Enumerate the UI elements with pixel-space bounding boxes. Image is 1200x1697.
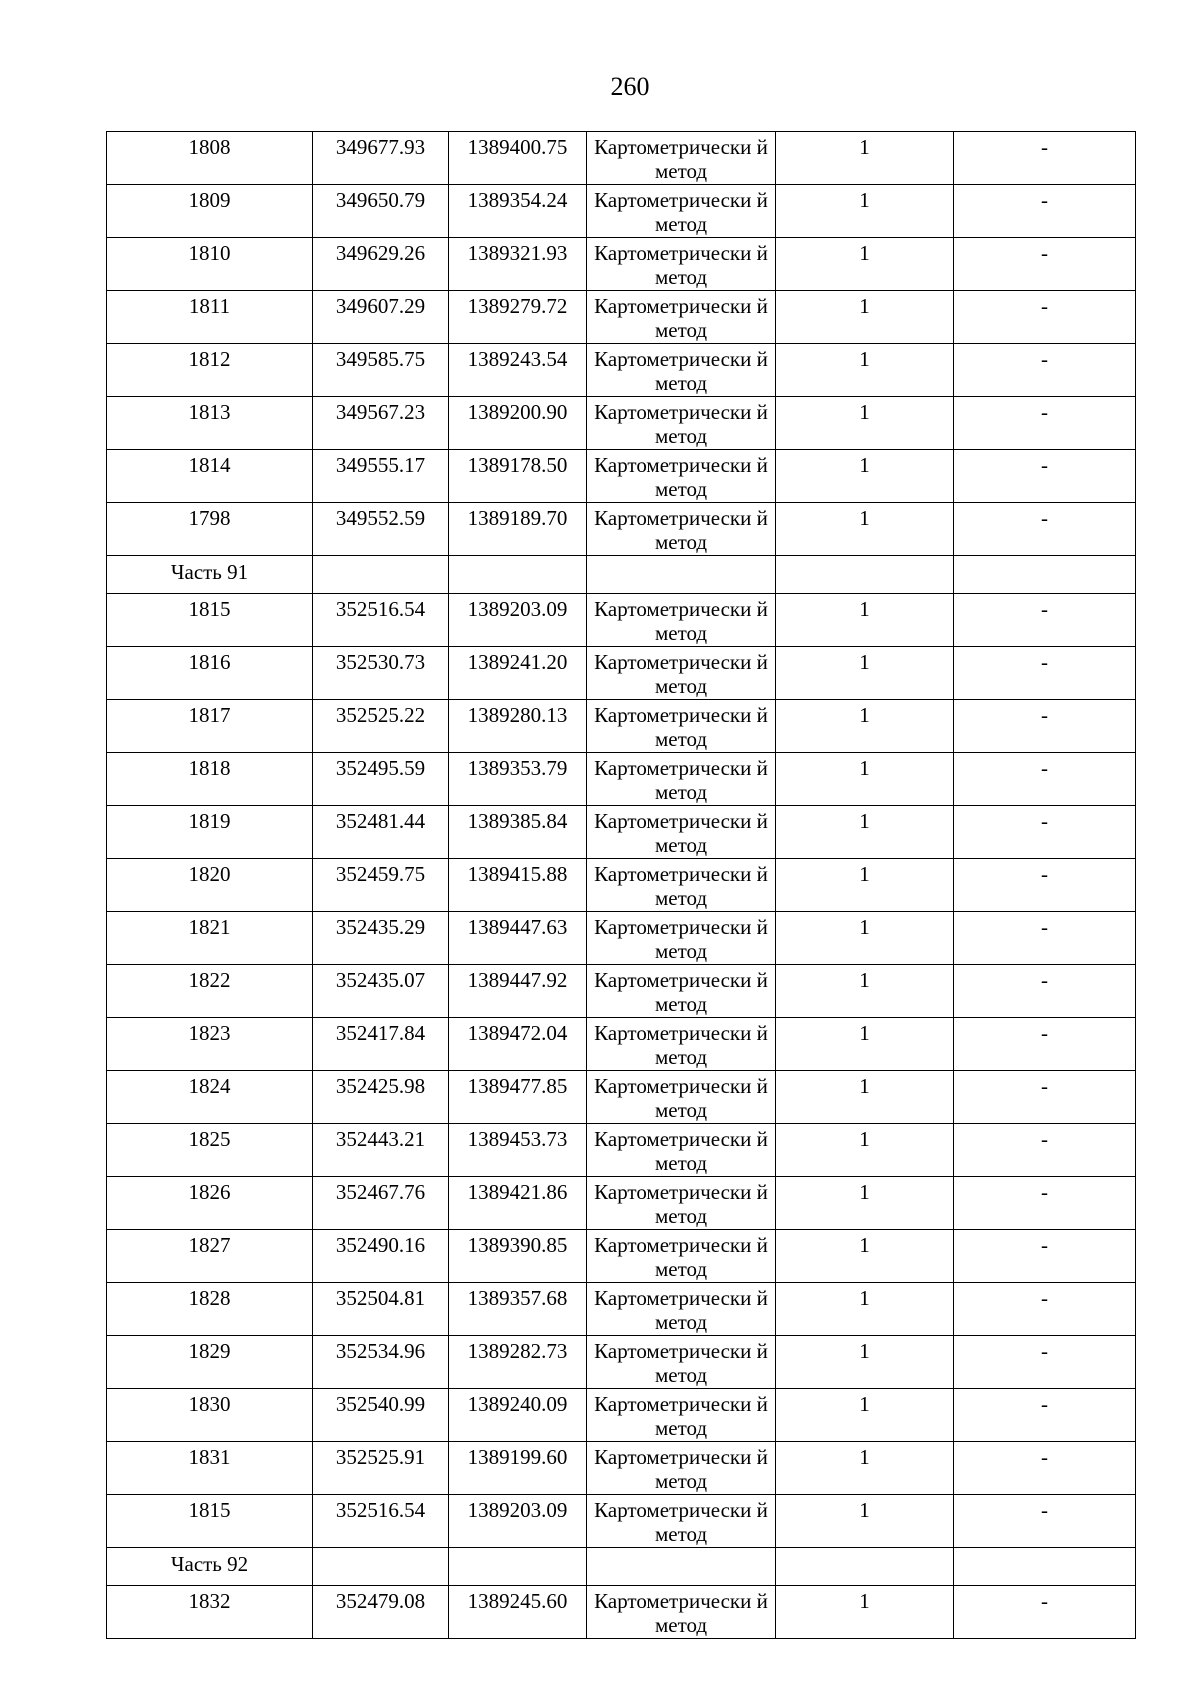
accuracy-value: 1 <box>776 1586 954 1639</box>
note-value: - <box>954 132 1136 185</box>
table-row <box>107 1177 1136 1230</box>
method-text: Картометрически й метод <box>594 1498 768 1546</box>
coordinate-y: 1389354.24 <box>449 185 587 238</box>
note-value: - <box>954 965 1136 1018</box>
method-text: Картометрически й метод <box>594 1233 768 1281</box>
note-value: - <box>954 1177 1136 1230</box>
empty-cell <box>587 556 776 594</box>
note-value: - <box>954 594 1136 647</box>
accuracy-value: 1 <box>776 700 954 753</box>
accuracy-value: 1 <box>776 1389 954 1442</box>
point-number: 1825 <box>107 1124 313 1177</box>
coordinate-y: 1389200.90 <box>449 397 587 450</box>
point-number: 1823 <box>107 1018 313 1071</box>
coordinate-x: 352534.96 <box>313 1336 449 1389</box>
accuracy-value: 1 <box>776 806 954 859</box>
method-text: Картометрически й метод <box>594 1127 768 1175</box>
accuracy-value: 1 <box>776 185 954 238</box>
note-value: - <box>954 397 1136 450</box>
coordinate-y: 1389282.73 <box>449 1336 587 1389</box>
method-text: Картометрически й метод <box>594 400 768 448</box>
coordinate-y: 1389241.20 <box>449 647 587 700</box>
method-text: Картометрически й метод <box>594 809 768 857</box>
coordinates-table <box>106 131 1136 1639</box>
method-cell <box>587 503 776 556</box>
table-row <box>107 912 1136 965</box>
coordinate-x: 352459.75 <box>313 859 449 912</box>
method-cell <box>587 1071 776 1124</box>
accuracy-value: 1 <box>776 647 954 700</box>
accuracy-value: 1 <box>776 753 954 806</box>
note-value: - <box>954 344 1136 397</box>
coordinate-y: 1389357.68 <box>449 1283 587 1336</box>
coordinate-x: 349552.59 <box>313 503 449 556</box>
table-row <box>107 344 1136 397</box>
coordinate-x: 352443.21 <box>313 1124 449 1177</box>
point-number: 1821 <box>107 912 313 965</box>
note-value: - <box>954 238 1136 291</box>
coordinate-x: 352417.84 <box>313 1018 449 1071</box>
method-text: Картометрически й метод <box>594 756 768 804</box>
table-row <box>107 397 1136 450</box>
coordinate-y: 1389447.92 <box>449 965 587 1018</box>
table-row <box>107 1389 1136 1442</box>
method-cell <box>587 806 776 859</box>
method-cell <box>587 238 776 291</box>
note-value: - <box>954 1230 1136 1283</box>
coordinate-x: 352525.22 <box>313 700 449 753</box>
method-text: Картометрически й метод <box>594 1392 768 1440</box>
method-text: Картометрически й метод <box>594 347 768 395</box>
accuracy-value: 1 <box>776 344 954 397</box>
point-number: 1819 <box>107 806 313 859</box>
method-cell <box>587 1124 776 1177</box>
method-cell <box>587 1018 776 1071</box>
accuracy-value: 1 <box>776 1336 954 1389</box>
table-row <box>107 238 1136 291</box>
point-number: 1820 <box>107 859 313 912</box>
note-value: - <box>954 450 1136 503</box>
coordinate-y: 1389447.63 <box>449 912 587 965</box>
note-value: - <box>954 912 1136 965</box>
note-value: - <box>954 1442 1136 1495</box>
coordinate-y: 1389472.04 <box>449 1018 587 1071</box>
point-number: 1808 <box>107 132 313 185</box>
coordinate-x: 352435.29 <box>313 912 449 965</box>
accuracy-value: 1 <box>776 1177 954 1230</box>
part-label: Часть 91 <box>107 556 313 594</box>
empty-cell <box>313 556 449 594</box>
note-value: - <box>954 1124 1136 1177</box>
part-header-row <box>107 1548 1136 1586</box>
accuracy-value: 1 <box>776 1071 954 1124</box>
note-value: - <box>954 1283 1136 1336</box>
table-row <box>107 1018 1136 1071</box>
table-row <box>107 859 1136 912</box>
method-cell <box>587 647 776 700</box>
coordinate-x: 352435.07 <box>313 965 449 1018</box>
coordinate-y: 1389280.13 <box>449 700 587 753</box>
empty-cell <box>449 1548 587 1586</box>
page-number: 260 <box>610 72 650 101</box>
table-row <box>107 806 1136 859</box>
accuracy-value: 1 <box>776 859 954 912</box>
method-cell <box>587 753 776 806</box>
point-number: 1830 <box>107 1389 313 1442</box>
coordinate-y: 1389415.88 <box>449 859 587 912</box>
coordinate-x: 352530.73 <box>313 647 449 700</box>
method-text: Картометрически й метод <box>594 294 768 342</box>
point-number: 1814 <box>107 450 313 503</box>
method-text: Картометрически й метод <box>594 1286 768 1334</box>
coordinate-y: 1389353.79 <box>449 753 587 806</box>
coordinate-y: 1389243.54 <box>449 344 587 397</box>
point-number: 1831 <box>107 1442 313 1495</box>
point-number: 1822 <box>107 965 313 1018</box>
method-cell <box>587 291 776 344</box>
accuracy-value: 1 <box>776 1495 954 1548</box>
part-label: Часть 92 <box>107 1548 313 1586</box>
method-text: Картометрически й метод <box>594 597 768 645</box>
note-value: - <box>954 647 1136 700</box>
empty-cell <box>776 556 954 594</box>
note-value: - <box>954 291 1136 344</box>
method-cell <box>587 1177 776 1230</box>
table-row <box>107 185 1136 238</box>
table-row <box>107 965 1136 1018</box>
point-number: 1810 <box>107 238 313 291</box>
note-value: - <box>954 1018 1136 1071</box>
coordinate-x: 352467.76 <box>313 1177 449 1230</box>
point-number: 1828 <box>107 1283 313 1336</box>
note-value: - <box>954 859 1136 912</box>
coordinate-x: 349650.79 <box>313 185 449 238</box>
method-text: Картометрически й метод <box>594 1180 768 1228</box>
method-cell <box>587 1230 776 1283</box>
method-text: Картометрически й метод <box>594 1339 768 1387</box>
coordinate-x: 349585.75 <box>313 344 449 397</box>
method-text: Картометрически й метод <box>594 1445 768 1493</box>
coordinate-y: 1389178.50 <box>449 450 587 503</box>
method-cell <box>587 1586 776 1639</box>
coordinate-x: 352504.81 <box>313 1283 449 1336</box>
coordinate-y: 1389279.72 <box>449 291 587 344</box>
point-number: 1812 <box>107 344 313 397</box>
point-number: 1826 <box>107 1177 313 1230</box>
method-text: Картометрически й метод <box>594 188 768 236</box>
method-text: Картометрически й метод <box>594 703 768 751</box>
table-row <box>107 594 1136 647</box>
note-value: - <box>954 1336 1136 1389</box>
method-text: Картометрически й метод <box>594 1021 768 1069</box>
coordinate-y: 1389400.75 <box>449 132 587 185</box>
note-value: - <box>954 503 1136 556</box>
point-number: 1815 <box>107 594 313 647</box>
method-text: Картометрически й метод <box>594 862 768 910</box>
table-row <box>107 647 1136 700</box>
table-row <box>107 291 1136 344</box>
method-cell <box>587 397 776 450</box>
accuracy-value: 1 <box>776 1230 954 1283</box>
accuracy-value: 1 <box>776 503 954 556</box>
note-value: - <box>954 1495 1136 1548</box>
coordinate-x: 352479.08 <box>313 1586 449 1639</box>
empty-cell <box>954 1548 1136 1586</box>
point-number: 1811 <box>107 291 313 344</box>
part-header-row <box>107 556 1136 594</box>
table-row <box>107 1442 1136 1495</box>
method-text: Картометрически й метод <box>594 1589 768 1637</box>
method-cell <box>587 185 776 238</box>
method-cell <box>587 859 776 912</box>
empty-cell <box>954 556 1136 594</box>
method-text: Картометрически й метод <box>594 915 768 963</box>
coordinate-x: 349567.23 <box>313 397 449 450</box>
table-row <box>107 1586 1136 1639</box>
coordinate-y: 1389199.60 <box>449 1442 587 1495</box>
method-cell <box>587 594 776 647</box>
method-cell <box>587 1389 776 1442</box>
point-number: 1827 <box>107 1230 313 1283</box>
accuracy-value: 1 <box>776 1283 954 1336</box>
coordinate-y: 1389385.84 <box>449 806 587 859</box>
point-number: 1829 <box>107 1336 313 1389</box>
accuracy-value: 1 <box>776 912 954 965</box>
accuracy-value: 1 <box>776 1442 954 1495</box>
table-row <box>107 1230 1136 1283</box>
table-row <box>107 1124 1136 1177</box>
method-cell <box>587 965 776 1018</box>
method-text: Картометрически й метод <box>594 506 768 554</box>
method-text: Картометрически й метод <box>594 241 768 289</box>
table-row <box>107 1071 1136 1124</box>
table-row <box>107 1336 1136 1389</box>
point-number: 1832 <box>107 1586 313 1639</box>
accuracy-value: 1 <box>776 1018 954 1071</box>
point-number: 1809 <box>107 185 313 238</box>
method-cell <box>587 1283 776 1336</box>
table-row <box>107 1283 1136 1336</box>
note-value: - <box>954 1586 1136 1639</box>
coordinate-y: 1389245.60 <box>449 1586 587 1639</box>
accuracy-value: 1 <box>776 238 954 291</box>
note-value: - <box>954 700 1136 753</box>
coordinate-y: 1389203.09 <box>449 1495 587 1548</box>
accuracy-value: 1 <box>776 397 954 450</box>
note-value: - <box>954 806 1136 859</box>
point-number: 1798 <box>107 503 313 556</box>
point-number: 1813 <box>107 397 313 450</box>
point-number: 1817 <box>107 700 313 753</box>
coordinate-y: 1389240.09 <box>449 1389 587 1442</box>
method-cell <box>587 1495 776 1548</box>
accuracy-value: 1 <box>776 594 954 647</box>
coordinate-x: 349629.26 <box>313 238 449 291</box>
method-cell <box>587 700 776 753</box>
table-row <box>107 753 1136 806</box>
coordinates-table-body <box>107 132 1136 1639</box>
empty-cell <box>587 1548 776 1586</box>
coordinate-y: 1389390.85 <box>449 1230 587 1283</box>
coordinate-x: 352516.54 <box>313 1495 449 1548</box>
method-cell <box>587 1442 776 1495</box>
coordinate-y: 1389203.09 <box>449 594 587 647</box>
method-text: Картометрически й метод <box>594 135 768 183</box>
method-text: Картометрически й метод <box>594 968 768 1016</box>
note-value: - <box>954 185 1136 238</box>
method-cell <box>587 912 776 965</box>
table-row <box>107 1495 1136 1548</box>
coordinate-x: 349607.29 <box>313 291 449 344</box>
table-row <box>107 450 1136 503</box>
table-row <box>107 132 1136 185</box>
accuracy-value: 1 <box>776 291 954 344</box>
coordinate-x: 352516.54 <box>313 594 449 647</box>
point-number: 1818 <box>107 753 313 806</box>
empty-cell <box>776 1548 954 1586</box>
table-row <box>107 503 1136 556</box>
method-text: Картометрически й метод <box>594 650 768 698</box>
coordinate-y: 1389321.93 <box>449 238 587 291</box>
coordinate-y: 1389453.73 <box>449 1124 587 1177</box>
coordinate-x: 349555.17 <box>313 450 449 503</box>
point-number: 1816 <box>107 647 313 700</box>
accuracy-value: 1 <box>776 1124 954 1177</box>
method-cell <box>587 1336 776 1389</box>
method-cell <box>587 344 776 397</box>
method-text: Картометрически й метод <box>594 453 768 501</box>
empty-cell <box>449 556 587 594</box>
empty-cell <box>313 1548 449 1586</box>
accuracy-value: 1 <box>776 132 954 185</box>
coordinate-x: 352490.16 <box>313 1230 449 1283</box>
note-value: - <box>954 1389 1136 1442</box>
coordinate-x: 352540.99 <box>313 1389 449 1442</box>
note-value: - <box>954 753 1136 806</box>
coordinate-x: 352425.98 <box>313 1071 449 1124</box>
point-number: 1824 <box>107 1071 313 1124</box>
coordinate-x: 352525.91 <box>313 1442 449 1495</box>
note-value: - <box>954 1071 1136 1124</box>
method-cell <box>587 450 776 503</box>
coordinate-x: 352481.44 <box>313 806 449 859</box>
accuracy-value: 1 <box>776 965 954 1018</box>
coordinate-y: 1389421.86 <box>449 1177 587 1230</box>
point-number: 1815 <box>107 1495 313 1548</box>
coordinate-x: 352495.59 <box>313 753 449 806</box>
coordinate-y: 1389189.70 <box>449 503 587 556</box>
method-text: Картометрически й метод <box>594 1074 768 1122</box>
accuracy-value: 1 <box>776 450 954 503</box>
coordinate-y: 1389477.85 <box>449 1071 587 1124</box>
method-cell <box>587 132 776 185</box>
table-row <box>107 700 1136 753</box>
coordinate-x: 349677.93 <box>313 132 449 185</box>
